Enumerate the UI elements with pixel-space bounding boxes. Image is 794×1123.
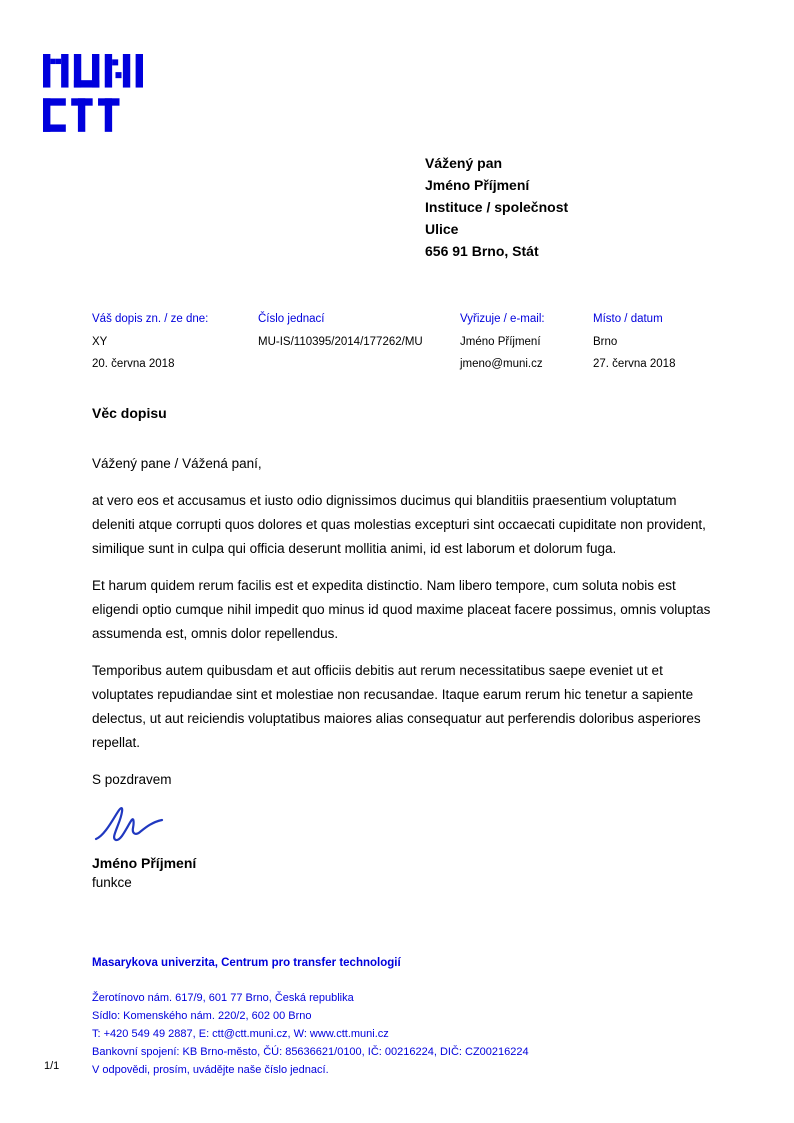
meta-col-place-date [593, 308, 675, 376]
recipient-line-salutation: Vážený pan [425, 155, 503, 171]
footer-address: Žerotínovo nám. 617/9, 601 77 Brno, Česká republika [92, 992, 354, 1004]
footer-seat: Sídlo: Komenského nám. 220/2, 602 00 Brno [92, 1010, 312, 1022]
signature-scribble [94, 805, 166, 845]
meta-col-your-ref [92, 308, 208, 376]
meta-value-your-ref: XY [92, 335, 108, 348]
body-paragraph: at vero eos et accusamus et iusto odio dignissimos ducimus qui blanditiis praesentium voluptatum deleniti atque corrupti quos dolores et quas molestias excepturi sint occaecati cupiditate non provident, similique sunt in culpa qui officia deserunt mollitia animi, id est laborum et dolorum fuga. [92, 493, 706, 556]
body-paragraph: Temporibus autem quibusdam et aut officiis debitis aut rerum necessitatibus saepe eveniet ut et voluptates repudiandae sint et molestiae non recusandae. Itaque earum rerum hic tenetur a sapiente delectus, ut aut reiciendis voluptatibus maiores alias consequatur aut perferendis doloribus asperiores repellat. [92, 663, 701, 750]
recipient-line-name: Jméno Příjmení [425, 177, 530, 193]
meta-label-place-date: Místo / datum [593, 313, 663, 325]
muni-wordmark [43, 54, 143, 88]
meta-col-handled-by [460, 308, 545, 376]
recipient-line-street: Ulice [425, 221, 459, 237]
footer-bank-details: Bankovní spojení: KB Brno-město, ČÚ: 85636621/0100, IČ: 00216224, DIČ: CZ00216224 [92, 1046, 529, 1058]
muni-ctt-logo-svg [43, 54, 143, 132]
signer-name: Jméno Příjmení [92, 855, 197, 871]
recipient-address [425, 152, 568, 262]
subject-line: Věc dopisu [92, 405, 167, 421]
salutation: Vážený pane / Vážená paní, [92, 456, 262, 471]
footer [92, 957, 732, 1079]
footer-contacts: T: +420 549 49 2887, E: ctt@ctt.muni.cz, W: www.ctt.muni.cz [92, 1028, 389, 1040]
meta-value-your-ref-date: 20. června 2018 [92, 358, 175, 370]
meta-label-your-ref: Váš dopis zn. / ze dne: [92, 313, 209, 325]
footer-reply-note: V odpovědi, prosím, uvádějte naše číslo jednací. [92, 1064, 329, 1076]
meta-value-handled-by: Jméno Příjmení [460, 335, 541, 348]
meta-value-place: Brno [593, 335, 618, 348]
ctt-wordmark [43, 98, 120, 132]
meta-value-date: 27. června 2018 [593, 358, 676, 370]
closing-phrase: S pozdravem [92, 772, 172, 787]
signer-role: funkce [92, 875, 132, 890]
letter-body [92, 452, 712, 893]
meta-col-file-number [258, 308, 423, 353]
meta-label-handled-by: Vyřizuje / e-mail: [460, 313, 545, 325]
recipient-line-city: 656 91 Brno, Stát [425, 243, 539, 259]
reference-block [92, 308, 757, 378]
footer-organization: Masarykova univerzita, Centrum pro transfer technologií [92, 957, 401, 969]
meta-value-file-number: MU-IS/110395/2014/177262/MU [258, 335, 423, 348]
handwritten-signature [94, 805, 174, 849]
body-paragraph: Et harum quidem rerum facilis est et expedita distinctio. Nam libero tempore, cum soluta nobis est eligendi optio cumque nihil impedit quo minus id quod maxime placeat facere possimus, omnis voluptas assumenda est, omnis dolor repellendus. [92, 578, 711, 641]
meta-label-file-number: Číslo jednací [258, 313, 325, 325]
meta-value-handler-email: jmeno@muni.cz [460, 358, 543, 370]
recipient-line-institution: Instituce / společnost [425, 199, 569, 215]
page-number: 1/1 [44, 1060, 60, 1072]
muni-ctt-logo [43, 54, 143, 132]
